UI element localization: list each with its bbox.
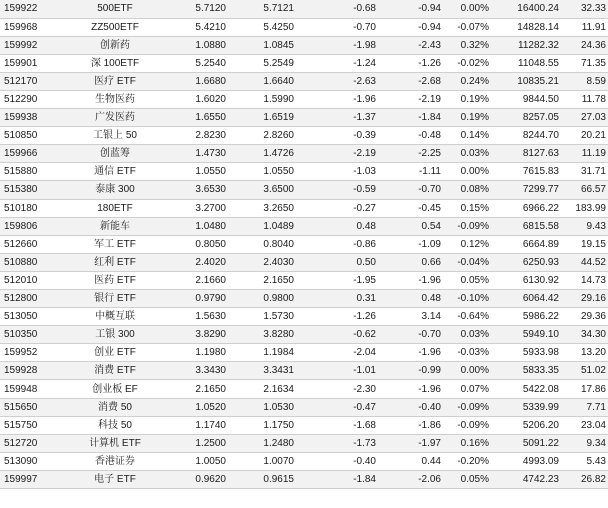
change-cell: -0.70 xyxy=(378,181,443,199)
value-cell: 5.2549 xyxy=(228,54,296,72)
fund-code: 513050 xyxy=(0,308,70,326)
table-row xyxy=(0,470,608,488)
fund-name: ZZ500ETF xyxy=(70,18,160,36)
amount-cell: 9844.50 xyxy=(491,90,561,108)
size-cell: 23.04 xyxy=(561,416,608,434)
change-cell: -1.96 xyxy=(378,380,443,398)
table-row xyxy=(0,145,608,163)
value-cell: 1.0480 xyxy=(160,217,228,235)
fund-name: 新能车 xyxy=(70,217,160,235)
size-cell: 32.33 xyxy=(561,0,608,18)
change-cell: -1.84 xyxy=(378,109,443,127)
fund-name: 消费 50 xyxy=(70,398,160,416)
change-cell: -1.03 xyxy=(296,163,378,181)
size-cell: 11.78 xyxy=(561,90,608,108)
change-cell: 0.54 xyxy=(378,217,443,235)
value-cell: 2.4020 xyxy=(160,253,228,271)
amount-cell: 11282.32 xyxy=(491,36,561,54)
table-row xyxy=(0,235,608,253)
value-cell: 1.0520 xyxy=(160,398,228,416)
amount-cell: 6815.58 xyxy=(491,217,561,235)
size-cell: 26.82 xyxy=(561,470,608,488)
amount-cell: 5422.08 xyxy=(491,380,561,398)
fund-name: 深 100ETF xyxy=(70,54,160,72)
table-row xyxy=(0,326,608,344)
premium-cell: 0.03% xyxy=(443,145,491,163)
value-cell: 5.7120 xyxy=(160,0,228,18)
fund-code: 515880 xyxy=(0,163,70,181)
change-cell: 0.44 xyxy=(378,452,443,470)
premium-cell: 0.00% xyxy=(443,163,491,181)
premium-cell: 0.16% xyxy=(443,434,491,452)
table-row xyxy=(0,72,608,90)
premium-cell: 0.00% xyxy=(443,0,491,18)
fund-code: 512170 xyxy=(0,72,70,90)
change-cell: -2.06 xyxy=(378,470,443,488)
amount-cell: 5986.22 xyxy=(491,308,561,326)
value-cell: 5.7121 xyxy=(228,0,296,18)
value-cell: 1.1750 xyxy=(228,416,296,434)
fund-code: 159901 xyxy=(0,54,70,72)
table-row xyxy=(0,308,608,326)
table-row xyxy=(0,344,608,362)
fund-name: 创新药 xyxy=(70,36,160,54)
change-cell: -1.84 xyxy=(296,470,378,488)
value-cell: 1.4730 xyxy=(160,145,228,163)
value-cell: 3.6500 xyxy=(228,181,296,199)
size-cell: 34.30 xyxy=(561,326,608,344)
change-cell: -2.68 xyxy=(378,72,443,90)
change-cell: -2.30 xyxy=(296,380,378,398)
change-cell: -1.37 xyxy=(296,109,378,127)
fund-name: 广发医药 xyxy=(70,109,160,127)
amount-cell: 10835.21 xyxy=(491,72,561,90)
size-cell: 7.71 xyxy=(561,398,608,416)
premium-cell: 0.05% xyxy=(443,470,491,488)
amount-cell: 14828.14 xyxy=(491,18,561,36)
premium-cell: 0.07% xyxy=(443,380,491,398)
fund-code: 159992 xyxy=(0,36,70,54)
fund-name: 科技 50 xyxy=(70,416,160,434)
change-cell: -2.43 xyxy=(378,36,443,54)
size-cell: 8.59 xyxy=(561,72,608,90)
amount-cell: 5933.98 xyxy=(491,344,561,362)
value-cell: 1.0050 xyxy=(160,452,228,470)
change-cell: -1.73 xyxy=(296,434,378,452)
change-cell: -0.27 xyxy=(296,199,378,217)
amount-cell: 5833.35 xyxy=(491,362,561,380)
table-row xyxy=(0,0,608,18)
fund-name: 香港证券 xyxy=(70,452,160,470)
value-cell: 5.4250 xyxy=(228,18,296,36)
size-cell: 31.71 xyxy=(561,163,608,181)
amount-cell: 16400.24 xyxy=(491,0,561,18)
table-row xyxy=(0,380,608,398)
fund-code: 512800 xyxy=(0,290,70,308)
table-row xyxy=(0,434,608,452)
change-cell: -1.68 xyxy=(296,416,378,434)
change-cell: -0.59 xyxy=(296,181,378,199)
fund-code: 512720 xyxy=(0,434,70,452)
premium-cell: 0.19% xyxy=(443,109,491,127)
size-cell: 19.15 xyxy=(561,235,608,253)
table-row xyxy=(0,127,608,145)
amount-cell: 7615.83 xyxy=(491,163,561,181)
change-cell: -1.96 xyxy=(296,90,378,108)
value-cell: 0.9790 xyxy=(160,290,228,308)
fund-name: 消费 ETF xyxy=(70,362,160,380)
change-cell: -1.97 xyxy=(378,434,443,452)
fund-name: 医药 ETF xyxy=(70,271,160,289)
size-cell: 24.36 xyxy=(561,36,608,54)
table-row xyxy=(0,54,608,72)
fund-name: 计算机 ETF xyxy=(70,434,160,452)
size-cell: 29.36 xyxy=(561,308,608,326)
premium-cell: -0.09% xyxy=(443,217,491,235)
fund-name: 创业板 EF xyxy=(70,380,160,398)
table-row xyxy=(0,18,608,36)
fund-code: 515380 xyxy=(0,181,70,199)
change-cell: -0.99 xyxy=(378,362,443,380)
amount-cell: 6664.89 xyxy=(491,235,561,253)
size-cell: 20.21 xyxy=(561,127,608,145)
fund-code: 159948 xyxy=(0,380,70,398)
premium-cell: 0.08% xyxy=(443,181,491,199)
value-cell: 1.6519 xyxy=(228,109,296,127)
size-cell: 14.73 xyxy=(561,271,608,289)
fund-name: 工银上 50 xyxy=(70,127,160,145)
fund-code: 159966 xyxy=(0,145,70,163)
change-cell: 0.48 xyxy=(378,290,443,308)
value-cell: 2.8230 xyxy=(160,127,228,145)
fund-name: 180ETF xyxy=(70,199,160,217)
value-cell: 1.6680 xyxy=(160,72,228,90)
premium-cell: 0.05% xyxy=(443,271,491,289)
change-cell: -0.68 xyxy=(296,0,378,18)
table-row xyxy=(0,181,608,199)
value-cell: 1.0880 xyxy=(160,36,228,54)
premium-cell: -0.04% xyxy=(443,253,491,271)
value-cell: 1.4726 xyxy=(228,145,296,163)
fund-code: 159806 xyxy=(0,217,70,235)
value-cell: 1.6550 xyxy=(160,109,228,127)
fund-name: 中概互联 xyxy=(70,308,160,326)
table-row xyxy=(0,36,608,54)
fund-code: 159997 xyxy=(0,470,70,488)
amount-cell: 6130.92 xyxy=(491,271,561,289)
value-cell: 2.4030 xyxy=(228,253,296,271)
change-cell: -2.19 xyxy=(378,90,443,108)
value-cell: 3.3431 xyxy=(228,362,296,380)
size-cell: 71.35 xyxy=(561,54,608,72)
amount-cell: 11048.55 xyxy=(491,54,561,72)
size-cell: 27.03 xyxy=(561,109,608,127)
value-cell: 1.0550 xyxy=(228,163,296,181)
amount-cell: 8127.63 xyxy=(491,145,561,163)
change-cell: -2.19 xyxy=(296,145,378,163)
change-cell: 0.66 xyxy=(378,253,443,271)
fund-name: 医疗 ETF xyxy=(70,72,160,90)
fund-code: 510180 xyxy=(0,199,70,217)
value-cell: 0.9620 xyxy=(160,470,228,488)
size-cell: 29.16 xyxy=(561,290,608,308)
size-cell: 9.34 xyxy=(561,434,608,452)
fund-name: 军工 ETF xyxy=(70,235,160,253)
fund-code: 515750 xyxy=(0,416,70,434)
fund-code: 513090 xyxy=(0,452,70,470)
change-cell: -2.04 xyxy=(296,344,378,362)
change-cell: -0.70 xyxy=(296,18,378,36)
size-cell: 183.99 xyxy=(561,199,608,217)
amount-cell: 5949.10 xyxy=(491,326,561,344)
premium-cell: 0.24% xyxy=(443,72,491,90)
premium-cell: -0.09% xyxy=(443,416,491,434)
change-cell: -1.96 xyxy=(378,271,443,289)
change-cell: -0.40 xyxy=(378,398,443,416)
fund-name: 红利 ETF xyxy=(70,253,160,271)
value-cell: 0.8040 xyxy=(228,235,296,253)
premium-cell: -0.64% xyxy=(443,308,491,326)
premium-cell: -0.20% xyxy=(443,452,491,470)
fund-name: 创业 ETF xyxy=(70,344,160,362)
value-cell: 1.0845 xyxy=(228,36,296,54)
premium-cell: -0.03% xyxy=(443,344,491,362)
fund-code: 159922 xyxy=(0,0,70,18)
value-cell: 1.0550 xyxy=(160,163,228,181)
table-row xyxy=(0,398,608,416)
amount-cell: 6966.22 xyxy=(491,199,561,217)
fund-name: 工银 300 xyxy=(70,326,160,344)
change-cell: -1.26 xyxy=(296,308,378,326)
value-cell: 3.8280 xyxy=(228,326,296,344)
change-cell: -1.01 xyxy=(296,362,378,380)
value-cell: 3.3430 xyxy=(160,362,228,380)
premium-cell: 0.14% xyxy=(443,127,491,145)
change-cell: -0.94 xyxy=(378,0,443,18)
value-cell: 3.2650 xyxy=(228,199,296,217)
size-cell: 5.43 xyxy=(561,452,608,470)
value-cell: 0.9615 xyxy=(228,470,296,488)
amount-cell: 8244.70 xyxy=(491,127,561,145)
value-cell: 1.2500 xyxy=(160,434,228,452)
value-cell: 1.6640 xyxy=(228,72,296,90)
premium-cell: -0.10% xyxy=(443,290,491,308)
value-cell: 1.6020 xyxy=(160,90,228,108)
fund-code: 159928 xyxy=(0,362,70,380)
size-cell: 11.19 xyxy=(561,145,608,163)
fund-code: 515650 xyxy=(0,398,70,416)
premium-cell: 0.32% xyxy=(443,36,491,54)
change-cell: -0.86 xyxy=(296,235,378,253)
value-cell: 2.8260 xyxy=(228,127,296,145)
amount-cell: 4742.23 xyxy=(491,470,561,488)
fund-code: 512660 xyxy=(0,235,70,253)
value-cell: 2.1650 xyxy=(228,271,296,289)
fund-code: 510350 xyxy=(0,326,70,344)
value-cell: 5.2540 xyxy=(160,54,228,72)
value-cell: 3.2700 xyxy=(160,199,228,217)
premium-cell: -0.07% xyxy=(443,18,491,36)
value-cell: 1.2480 xyxy=(228,434,296,452)
table-row xyxy=(0,253,608,271)
value-cell: 0.9800 xyxy=(228,290,296,308)
change-cell: -0.62 xyxy=(296,326,378,344)
amount-cell: 5339.99 xyxy=(491,398,561,416)
fund-code: 510880 xyxy=(0,253,70,271)
change-cell: -1.95 xyxy=(296,271,378,289)
amount-cell: 4993.09 xyxy=(491,452,561,470)
fund-name: 泰康 300 xyxy=(70,181,160,199)
change-cell: -2.63 xyxy=(296,72,378,90)
fund-code: 512010 xyxy=(0,271,70,289)
table-row xyxy=(0,290,608,308)
change-cell: -1.24 xyxy=(296,54,378,72)
fund-code: 159968 xyxy=(0,18,70,36)
table-row xyxy=(0,271,608,289)
value-cell: 1.0070 xyxy=(228,452,296,470)
table-row xyxy=(0,109,608,127)
value-cell: 0.8050 xyxy=(160,235,228,253)
premium-cell: -0.09% xyxy=(443,398,491,416)
premium-cell: -0.02% xyxy=(443,54,491,72)
change-cell: -1.26 xyxy=(378,54,443,72)
premium-cell: 0.12% xyxy=(443,235,491,253)
change-cell: -0.45 xyxy=(378,199,443,217)
value-cell: 5.4210 xyxy=(160,18,228,36)
premium-cell: 0.00% xyxy=(443,362,491,380)
change-cell: 3.14 xyxy=(378,308,443,326)
size-cell: 66.57 xyxy=(561,181,608,199)
value-cell: 1.1980 xyxy=(160,344,228,362)
fund-name: 电子 ETF xyxy=(70,470,160,488)
fund-code: 510850 xyxy=(0,127,70,145)
change-cell: 0.50 xyxy=(296,253,378,271)
table-row xyxy=(0,217,608,235)
change-cell: -2.25 xyxy=(378,145,443,163)
change-cell: -0.47 xyxy=(296,398,378,416)
change-cell: -0.94 xyxy=(378,18,443,36)
amount-cell: 5206.20 xyxy=(491,416,561,434)
table-row xyxy=(0,452,608,470)
amount-cell: 5091.22 xyxy=(491,434,561,452)
change-cell: -0.40 xyxy=(296,452,378,470)
value-cell: 1.1984 xyxy=(228,344,296,362)
fund-name: 创蓝筹 xyxy=(70,145,160,163)
value-cell: 2.1660 xyxy=(160,271,228,289)
fund-name: 通信 ETF xyxy=(70,163,160,181)
change-cell: -1.98 xyxy=(296,36,378,54)
change-cell: -1.11 xyxy=(378,163,443,181)
change-cell: -0.70 xyxy=(378,326,443,344)
value-cell: 1.5990 xyxy=(228,90,296,108)
change-cell: 0.31 xyxy=(296,290,378,308)
table-row xyxy=(0,362,608,380)
table-row xyxy=(0,163,608,181)
size-cell: 44.52 xyxy=(561,253,608,271)
table-row xyxy=(0,90,608,108)
fund-code: 159938 xyxy=(0,109,70,127)
change-cell: -1.96 xyxy=(378,344,443,362)
value-cell: 3.6530 xyxy=(160,181,228,199)
change-cell: 0.48 xyxy=(296,217,378,235)
amount-cell: 6064.42 xyxy=(491,290,561,308)
size-cell: 51.02 xyxy=(561,362,608,380)
size-cell: 17.86 xyxy=(561,380,608,398)
fund-code: 159952 xyxy=(0,344,70,362)
change-cell: -0.48 xyxy=(378,127,443,145)
value-cell: 1.5630 xyxy=(160,308,228,326)
fund-name: 500ETF xyxy=(70,0,160,18)
value-cell: 2.1634 xyxy=(228,380,296,398)
table-row xyxy=(0,416,608,434)
amount-cell: 6250.93 xyxy=(491,253,561,271)
amount-cell: 8257.05 xyxy=(491,109,561,127)
change-cell: -1.86 xyxy=(378,416,443,434)
value-cell: 2.1650 xyxy=(160,380,228,398)
size-cell: 9.43 xyxy=(561,217,608,235)
premium-cell: 0.19% xyxy=(443,90,491,108)
premium-cell: 0.15% xyxy=(443,199,491,217)
table-row xyxy=(0,199,608,217)
value-cell: 3.8290 xyxy=(160,326,228,344)
fund-name: 银行 ETF xyxy=(70,290,160,308)
fund-code: 512290 xyxy=(0,90,70,108)
value-cell: 1.0489 xyxy=(228,217,296,235)
change-cell: -0.39 xyxy=(296,127,378,145)
size-cell: 11.91 xyxy=(561,18,608,36)
change-cell: -1.09 xyxy=(378,235,443,253)
fund-name: 生物医药 xyxy=(70,90,160,108)
premium-cell: 0.03% xyxy=(443,326,491,344)
value-cell: 1.5730 xyxy=(228,308,296,326)
amount-cell: 7299.77 xyxy=(491,181,561,199)
size-cell: 13.20 xyxy=(561,344,608,362)
value-cell: 1.0530 xyxy=(228,398,296,416)
value-cell: 1.1740 xyxy=(160,416,228,434)
